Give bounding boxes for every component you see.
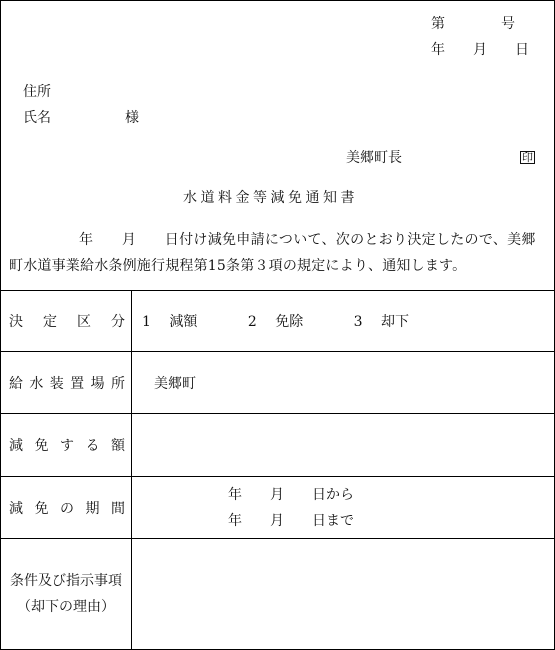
conditions-sublabel: （却下の理由） [17, 599, 115, 616]
document-date: 年 月 日 [431, 42, 529, 58]
location-label: 給 水 装 置 場 所 [9, 375, 125, 392]
decision-option-reject[interactable]: 3 却下 [353, 314, 410, 330]
decision-option-reduce[interactable]: 1 減額 [142, 314, 198, 330]
body-line-2: 町水道事業給水条例施行規程第15条第３項の規定により、通知します。 [9, 258, 467, 274]
conditions-row [1, 539, 554, 650]
decision-label: 決 定 区 分 [9, 314, 125, 330]
address-label: 住所 [23, 84, 51, 100]
decision-label-cell [1, 291, 132, 352]
conditions-value[interactable] [132, 539, 555, 650]
location-label-cell [1, 352, 132, 414]
conditions-label-cell [1, 539, 132, 650]
issuer-title: 美郷町長 [346, 150, 402, 166]
location-value[interactable]: 美郷町 [132, 352, 555, 414]
location-row [1, 352, 554, 414]
document-title: 水道料金等減免通知書 [183, 190, 358, 206]
period-from[interactable]: 年 月 日から [228, 486, 354, 503]
amount-value[interactable] [132, 414, 555, 477]
amount-row [1, 414, 554, 477]
decision-form-table [1, 290, 554, 650]
name-label: 氏名 [23, 110, 51, 126]
period-label: 減 免 の 期 間 [9, 500, 125, 517]
amount-label: 減 免 す る 額 [9, 438, 125, 454]
document-number [431, 17, 535, 31]
body-line-1: 年 月 日付け減免申請について、次のとおり決定したので、美郷 [79, 232, 536, 248]
period-label-cell [1, 477, 132, 539]
period-to[interactable]: 年 月 日まで [228, 512, 354, 529]
period-row [1, 477, 554, 539]
decision-row [1, 291, 554, 352]
period-value-cell [132, 477, 555, 539]
honorific: 様 [125, 110, 139, 126]
decision-option-exempt[interactable]: 2 免除 [247, 314, 304, 330]
number-field: 第 号 [431, 16, 515, 32]
decision-options-cell [132, 291, 555, 352]
seal-mark: 印 [522, 151, 533, 164]
amount-label-cell [1, 414, 132, 477]
conditions-label: 条件及び指示事項 [10, 573, 122, 590]
